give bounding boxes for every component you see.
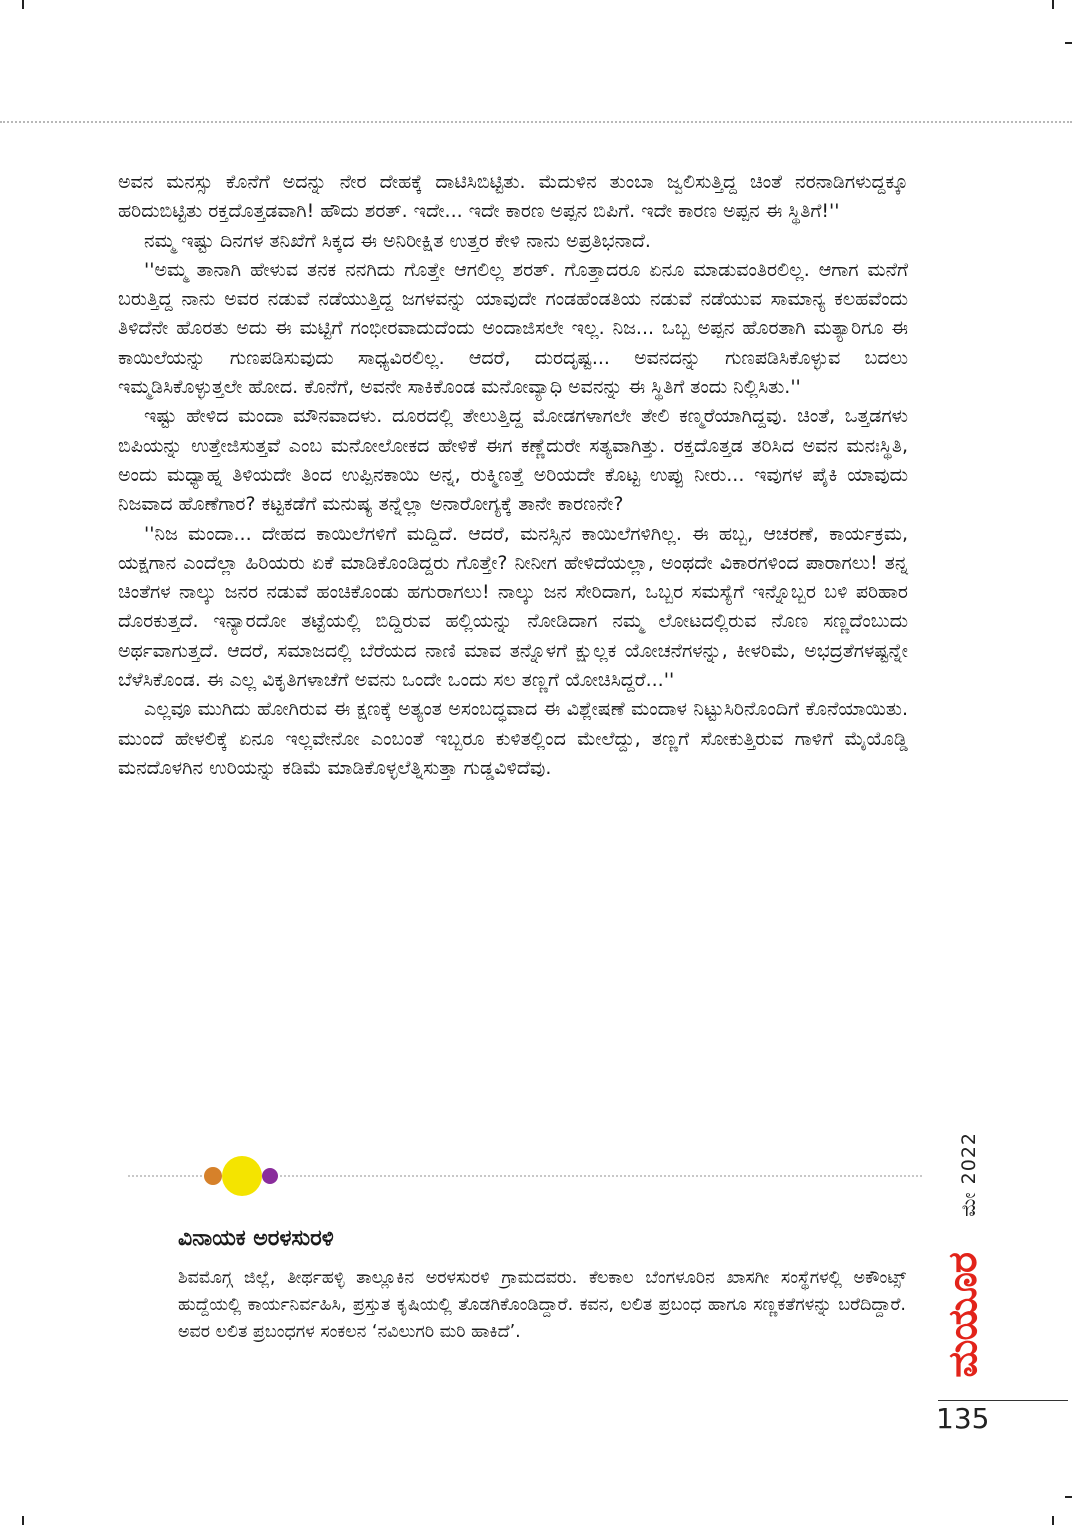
story-paragraph: ನಮ್ಮ ಇಷ್ಟು ದಿನಗಳ ತನಿಖೆಗೆ ಸಿಕ್ಕದ ಈ ಅನಿರೀಕ್ಷಿತ ಉತ್ತರ ಕೇಳಿ ನಾನು ಅಪ್ರತಿಭನಾದೆ. bbox=[144, 229, 651, 252]
magazine-logo bbox=[938, 1240, 988, 1390]
crop-mark-bottom-left bbox=[22, 1516, 24, 1525]
separator-dot-yellow bbox=[222, 1156, 262, 1196]
magazine-name: ಮಯೂರ bbox=[940, 1252, 986, 1378]
story-paragraph: ಅವನ ಮನಸ್ಸು ಕೊನೆಗೆ ಅದನ್ನು ನೇರ ದೇಹಕ್ಕೆ ದಾಟಿಸಿಬಿಟ್ಟಿತು. ಮೆದುಳಿನ ತುಂಬಾ ಜ್ವಲಿಸುತ್ತಿದ್ದ ಚಿಂತೆ ನರನಾಡಿಗಳುದ್ದಕ್ಕೂ ಹರಿದುಬಿಟ್ಟಿತು ರಕ್ತದೊತ್ತಡವಾಗಿ! ಹೌದು ಶರತ್. ಇದೇ... ಇದೇ ಕಾರಣ ಅಪ್ಪನ ಬಿಪಿಗೆ. ಇದೇ ಕಾರಣ ಅಪ್ಪನ ಈ ಸ್ಥಿತಿಗೆ!'' bbox=[118, 171, 908, 223]
crop-mark-top-right bbox=[1052, 0, 1054, 9]
top-dotted-rule bbox=[0, 121, 1072, 123]
story-body bbox=[118, 168, 908, 783]
story-paragraph: ಇಷ್ಟು ಹೇಳಿದ ಮಂದಾ ಮೌನವಾದಳು. ದೂರದಲ್ಲಿ ತೇಲುತ್ತಿದ್ದ ಮೋಡಗಳಾಗಲೇ ತೇಲಿ ಕಣ್ಮರೆಯಾಗಿದ್ದವು. ಚಿಂತೆ, ಒತ್ತಡಗಳು ಬಿಪಿಯನ್ನು ಉತ್ತೇಜಿಸುತ್ತವೆ ಎಂಬ ಮನೋಲೋಕದ ಹೇಳಿಕೆ ಈಗ ಕಣ್ಣೆದುರೇ ಸತ್ಯವಾಗಿತ್ತು. ರಕ್ತದೊತ್ತಡ ತರಿಸಿದ ಅವನ ಮನಃಸ್ಥಿತಿ, ಅಂದು ಮಧ್ಯಾಹ್ನ ತಿಳಿಯದೇ ತಿಂದ ಉಪ್ಪಿನಕಾಯಿ ಅನ್ನ, ರುಕ್ಮಿಣತ್ತೆ ಅರಿಯದೇ ಕೊಟ್ಟ ಉಪ್ಪು ನೀರು... ಇವುಗಳ ಪೈಕಿ ಯಾವುದು ನಿಜವಾದ ಹೊಣೆಗಾರ? ಕಟ್ಟಕಡೆಗೆ ಮನುಷ್ಯ ತನ್ನೆಲ್ಲಾ ಅನಾರೋಗ್ಯಕ್ಕೆ ತಾನೇ ಕಾರಣನೇ? bbox=[118, 405, 908, 516]
author-bio: ಶಿವಮೊಗ್ಗ ಜಿಲ್ಲೆ, ತೀರ್ಥಹಳ್ಳಿ ತಾಲ್ಲೂಕಿನ ಅರಳಸುರಳಿ ಗ್ರಾಮದವರು. ಕೆಲಕಾಲ ಬೆಂಗಳೂರಿನ ಖಾಸಗೀ ಸಂಸ್ಥೆಗಳಲ್ಲಿ ಅಕೌಂಟ್ಸ್ ಹುದ್ದೆಯಲ್ಲಿ ಕಾರ್ಯನಿರ್ವಹಿಸಿ, ಪ್ರಸ್ತುತ ಕೃಷಿಯಲ್ಲಿ ತೊಡಗಿಕೊಂಡಿದ್ದಾರೆ. ಕವನ, ಲಲಿತ ಪ್ರಬಂಧ ಹಾಗೂ ಸಣ್ಣಕತೆಗಳನ್ನು ಬರೆದಿದ್ದಾರೆ. ಅವರ ಲಲಿತ ಪ್ರಬಂಧಗಳ ಸಂಕಲನ ‘ನವಿಲುಗರಿ ಮರಿ ಹಾಕಿದೆ’. bbox=[178, 1268, 906, 1342]
separator-dot-purple bbox=[262, 1168, 278, 1184]
issue-date: ಮೇ 2022 bbox=[958, 1132, 980, 1217]
crop-mark-right-lower bbox=[1065, 1496, 1072, 1498]
story-paragraph: ಎಲ್ಲವೂ ಮುಗಿದು ಹೋಗಿರುವ ಈ ಕ್ಷಣಕ್ಕೆ ಅತ್ಯಂತ ಅಸಂಬದ್ಧವಾದ ಈ ವಿಶ್ಲೇಷಣೆ ಮಂದಾಳ ನಿಟ್ಟುಸಿರಿನೊಂದಿಗೆ ಕೊನೆಯಾಯಿತು. ಮುಂದೆ ಹೇಳಲಿಕ್ಕೆ ಏನೂ ಇಲ್ಲವೇನೋ ಎಂಬಂತೆ ಇಬ್ಬರೂ ಕುಳಿತಲ್ಲಿಂದ ಮೇಲೆದ್ದು, ತಣ್ಣಗೆ ಸೋಕುತ್ತಿರುವ ಗಾಳಿಗೆ ಮೈಯೊಡ್ಡಿ ಮನದೊಳಗಿನ ಉರಿಯನ್ನು ಕಡಿಮೆ ಮಾಡಿಕೊಳ್ಳಲೆತ್ನಿಸುತ್ತಾ ಗುಡ್ಡವಿಳಿದೆವು. bbox=[118, 698, 908, 779]
separator-dot-orange bbox=[204, 1167, 222, 1185]
crop-mark-bottom-right bbox=[1052, 1516, 1054, 1525]
story-paragraph: ''ಅಮ್ಮ ತಾನಾಗಿ ಹೇಳುವ ತನಕ ನನಗಿದು ಗೊತ್ತೇ ಆಗಲಿಲ್ಲ ಶರತ್. ಗೊತ್ತಾದರೂ ಏನೂ ಮಾಡುವಂತಿರಲಿಲ್ಲ. ಆಗಾಗ ಮನೆಗೆ ಬರುತ್ತಿದ್ದ ನಾನು ಅವರ ನಡುವೆ ನಡೆಯುತ್ತಿದ್ದ ಜಗಳವನ್ನು ಯಾವುದೇ ಗಂಡಹೆಂಡತಿಯ ನಡುವೆ ನಡೆಯುವ ಸಾಮಾನ್ಯ ಕಲಹವೆಂದು ತಿಳಿದೆನೇ ಹೊರತು ಅದು ಈ ಮಟ್ಟಿಗೆ ಗಂಭೀರವಾದುದೆಂದು ಅಂದಾಜಿಸಲೇ ಇಲ್ಲ. ನಿಜ... ಒಬ್ಬ ಅಪ್ಪನ ಹೊರತಾಗಿ ಮತ್ಯಾರಿಗೂ ಈ ಕಾಯಿಲೆಯನ್ನು ಗುಣಪಡಿಸುವುದು ಸಾಧ್ಯವಿರಲಿಲ್ಲ. ಆದರೆ, ದುರದೃಷ್ಟ... ಅವನದನ್ನು ಗುಣಪಡಿಸಿಕೊಳ್ಳುವ ಬದಲು ಇಮ್ಮಡಿಸಿಕೊಳ್ಳುತ್ತಲೇ ಹೋದ. ಕೊನೆಗೆ, ಅವನೇ ಸಾಕಿಕೊಂಡ ಮನೋವ್ಯಾಧಿ ಅವನನ್ನು ಈ ಸ್ಥಿತಿಗೆ ತಂದು ನಿಲ್ಲಿಸಿತು.'' bbox=[118, 258, 908, 399]
author-name: ವಿನಾಯಕ ಅರಳಸುರಳಿ bbox=[178, 1226, 334, 1251]
page-number-rule bbox=[938, 1400, 1068, 1401]
author-bio-block bbox=[178, 1226, 906, 1346]
crop-mark-right-upper bbox=[1065, 42, 1072, 44]
crop-mark-top-left bbox=[22, 0, 24, 9]
page-number: 135 bbox=[936, 1402, 990, 1435]
story-paragraph: ''ನಿಜ ಮಂದಾ... ದೇಹದ ಕಾಯಿಲೆಗಳಿಗೆ ಮದ್ದಿದೆ. ಆದರೆ, ಮನಸ್ಸಿನ ಕಾಯಿಲೆಗಳಿಗಿಲ್ಲ. ಈ ಹಬ್ಬ, ಆಚರಣೆ, ಕಾರ್ಯಕ್ರಮ, ಯಕ್ಷಗಾನ ಎಂದೆಲ್ಲಾ ಹಿರಿಯರು ಏಕೆ ಮಾಡಿಕೊಂಡಿದ್ದರು ಗೊತ್ತೇ? ನೀನೀಗ ಹೇಳಿದೆಯಲ್ಲಾ, ಅಂಥದೇ ವಿಕಾರಗಳಿಂದ ಪಾರಾಗಲು! ತನ್ನ ಚಿಂತೆಗಳ ನಾಲ್ಕು ಜನರ ನಡುವೆ ಹಂಚಿಕೊಂಡು ಹಗುರಾಗಲು! ನಾಲ್ಕು ಜನ ಸೇರಿದಾಗ, ಒಬ್ಬರ ಸಮಸ್ಯೆಗೆ ಇನ್ನೊಬ್ಬರ ಬಳಿ ಪರಿಹಾರ ದೊರಕುತ್ತದೆ. ಇನ್ಯಾರದೋ ತಟ್ಟೆಯಲ್ಲಿ ಬಿದ್ದಿರುವ ಹಲ್ಲಿಯನ್ನು ನೋಡಿದಾಗ ನಮ್ಮ ಲೋಟದಲ್ಲಿರುವ ನೊಣ ಸಣ್ಣದೆಂಬುದು ಅರ್ಥವಾಗುತ್ತದೆ. ಆದರೆ, ಸಮಾಜದಲ್ಲಿ ಬೆರೆಯದ ನಾಣಿ ಮಾವ ತನ್ನೊಳಗೆ ಕ್ಷುಲ್ಲಕ ಯೋಚನೆಗಳನ್ನು, ಕೀಳರಿಮೆ, ಅಭದ್ರತೆಗಳಷ್ಟನ್ನೇ ಬೆಳೆಸಿಕೊಂಡ. ಈ ಎಲ್ಲ ವಿಕೃತಿಗಳಾಚೆಗೆ ಅವನು ಒಂದೇ ಒಂದು ಸಲ ತಣ್ಣಗೆ ಯೋಚಿಸಿದ್ದರೆ...'' bbox=[118, 522, 908, 692]
